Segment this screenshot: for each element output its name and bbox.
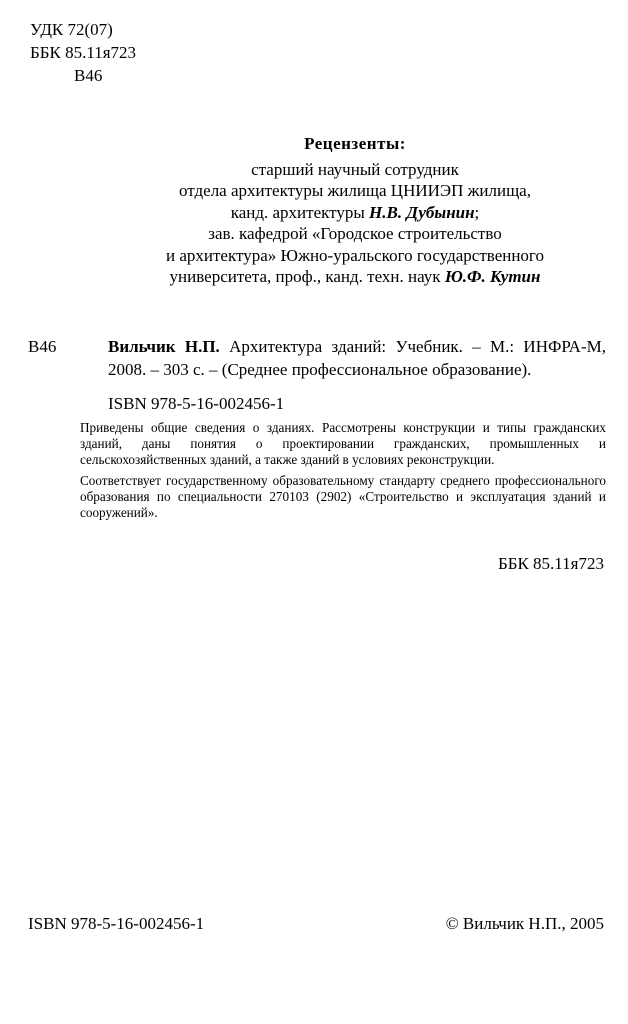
biblio-code: В46 bbox=[28, 337, 57, 356]
annotation-paragraph-2: Соответствует государственному образовательному стандарту среднего профессионального образования по специальности 270103 (2902) «Строительство и эксплуатация зданий и сооружений». bbox=[80, 472, 606, 521]
biblio-isbn: ISBN 978-5-16-002456-1 bbox=[108, 394, 285, 413]
footer-isbn: ISBN 978-5-16-002456-1 bbox=[28, 914, 205, 933]
reviewer2-line1: зав. кафедрой «Городское строительство bbox=[208, 224, 502, 243]
bbk-code: ББК 85.11я723 bbox=[30, 43, 137, 62]
reviewer1-line2: отдела архитектуры жилища ЦНИИЭП жилища, bbox=[179, 181, 531, 200]
reviewers-block bbox=[100, 133, 610, 288]
reviewer2-line2: и архитектура» Южно-уральского государственного bbox=[166, 245, 544, 265]
bibliographic-record bbox=[108, 335, 606, 381]
biblio-description: Архитектура зданий: Учебник. – М.: ИНФРА-М, 2008. – 303 с. – (Среднее профессиональное образование). bbox=[108, 337, 606, 379]
reviewer1-line1: старший научный сотрудник bbox=[251, 159, 459, 179]
reviewers-heading: Рецензенты: bbox=[304, 134, 406, 153]
reviewer1-punct: ; bbox=[474, 202, 480, 222]
author-code: В46 bbox=[74, 66, 103, 85]
annotation-paragraph-1: Приведены общие сведения о зданиях. Рассмотрены конструкции и типы гражданских зданий, даны понятия о проектировании гражданских, промышленных и сельскохозяйственных зданий, а также зданий в условиях реконструкции. bbox=[80, 420, 606, 468]
classification-codes bbox=[30, 18, 136, 87]
reviewer1-name: Н.В. Дубынин bbox=[369, 202, 475, 222]
biblio-author: Вильчик Н.П. bbox=[108, 337, 220, 356]
reviewer2-name: Ю.Ф. Кутин bbox=[444, 267, 541, 286]
annotation bbox=[80, 420, 606, 521]
reviewer1-line3 bbox=[100, 202, 610, 224]
reviewer1-degree: канд. архитектуры bbox=[230, 202, 370, 222]
reviewer2-line3 bbox=[100, 266, 610, 288]
udk-code: УДК 72(07) bbox=[30, 20, 113, 39]
copyright-notice: © Вильчик Н.П., 2005 bbox=[445, 914, 604, 933]
reviewer2-degree: университета, проф., канд. техн. наук bbox=[169, 267, 445, 286]
bbk-right: ББК 85.11я723 bbox=[497, 554, 604, 573]
